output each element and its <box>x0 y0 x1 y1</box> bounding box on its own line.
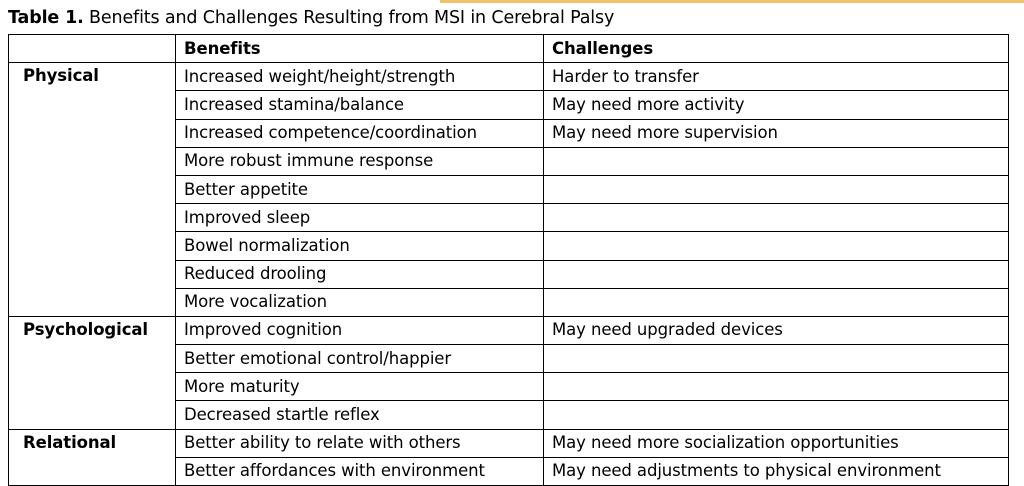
challenge-cell <box>544 204 1009 232</box>
benefit-cell: Increased stamina/balance <box>176 91 544 119</box>
challenge-cell: May need upgraded devices <box>544 316 1009 344</box>
benefits-challenges-table <box>8 34 1009 486</box>
table-row <box>9 316 1009 344</box>
benefit-cell: Bowel normalization <box>176 232 544 260</box>
benefit-cell: Better appetite <box>176 175 544 203</box>
challenge-cell: May need more socialization opportunities <box>544 429 1009 457</box>
challenge-cell <box>544 147 1009 175</box>
challenge-cell <box>544 288 1009 316</box>
header-benefits: Benefits <box>176 35 544 63</box>
challenge-cell: Harder to transfer <box>544 63 1009 91</box>
benefit-cell: Increased weight/height/strength <box>176 63 544 91</box>
challenge-cell: May need adjustments to physical environment <box>544 457 1009 485</box>
benefit-cell: Reduced drooling <box>176 260 544 288</box>
benefit-cell: Improved cognition <box>176 316 544 344</box>
table-row <box>9 63 1009 91</box>
challenge-cell <box>544 232 1009 260</box>
header-challenges: Challenges <box>544 35 1009 63</box>
category-cell: Psychological <box>9 316 176 429</box>
benefit-cell: Better emotional control/happier <box>176 345 544 373</box>
category-cell: Relational <box>9 429 176 485</box>
challenge-cell <box>544 175 1009 203</box>
benefit-cell: More vocalization <box>176 288 544 316</box>
benefit-cell: More robust immune response <box>176 147 544 175</box>
challenge-cell: May need more activity <box>544 91 1009 119</box>
benefit-cell: Decreased startle reflex <box>176 401 544 429</box>
challenge-cell <box>544 345 1009 373</box>
challenge-cell <box>544 260 1009 288</box>
caption-label: Table 1. <box>8 8 84 28</box>
benefit-cell: More maturity <box>176 373 544 401</box>
header-row <box>9 35 1009 63</box>
table-row <box>9 429 1009 457</box>
challenge-cell <box>544 373 1009 401</box>
top-rule <box>440 0 1024 3</box>
challenge-cell: May need more supervision <box>544 119 1009 147</box>
header-category <box>9 35 176 63</box>
table-caption <box>8 6 614 30</box>
benefit-cell: Better ability to relate with others <box>176 429 544 457</box>
challenge-cell <box>544 401 1009 429</box>
category-cell: Physical <box>9 63 176 317</box>
table-body <box>9 63 1009 486</box>
benefit-cell: Improved sleep <box>176 204 544 232</box>
benefit-cell: Increased competence/coordination <box>176 119 544 147</box>
caption-text: Benefits and Challenges Resulting from MSI in Cerebral Palsy <box>89 8 615 28</box>
benefit-cell: Better affordances with environment <box>176 457 544 485</box>
